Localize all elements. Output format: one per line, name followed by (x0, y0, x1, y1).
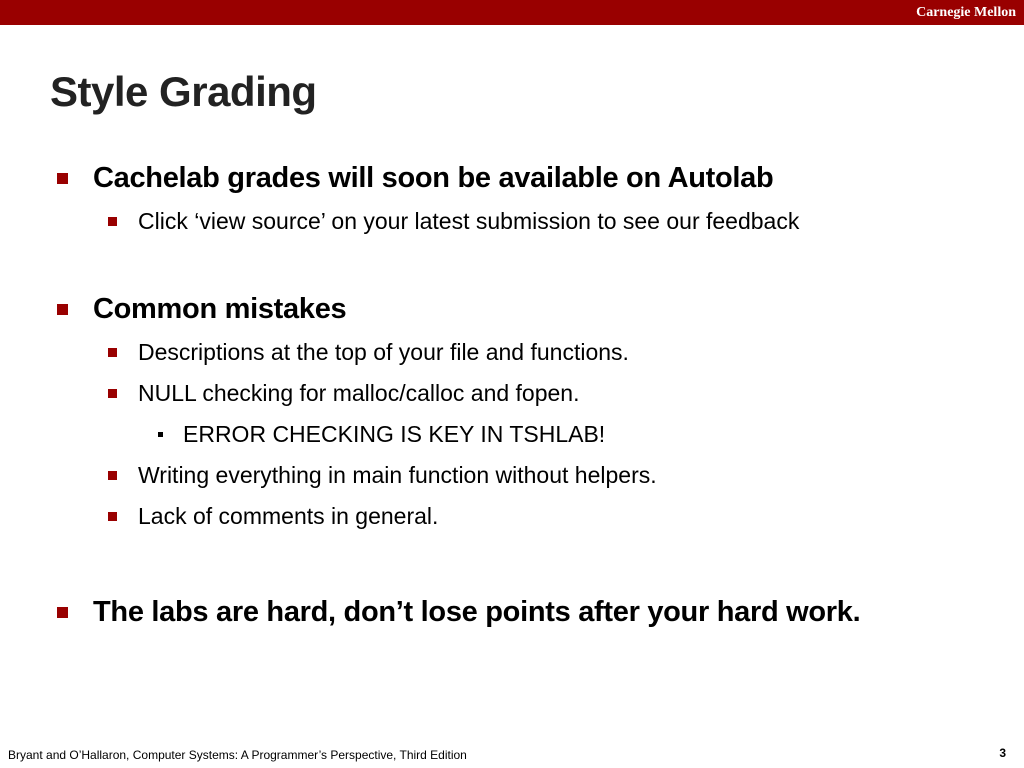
page-number: 3 (999, 746, 1006, 760)
bullet-level2 (108, 339, 629, 366)
square-bullet-icon (57, 173, 68, 184)
square-bullet-icon (108, 389, 117, 398)
bullet-level1 (57, 596, 860, 629)
bullet-text: Cachelab grades will soon be available on Autolab (93, 162, 774, 194)
bullet-text: Writing everything in main function without helpers. (138, 462, 657, 488)
bullet-text: NULL checking for malloc/calloc and fopen. (138, 380, 580, 406)
bullet-text: Descriptions at the top of your file and functions. (138, 339, 629, 365)
bullet-text: Common mistakes (93, 293, 347, 325)
slide-title: Style Grading (50, 68, 317, 115)
square-bullet-icon (108, 512, 117, 521)
square-bullet-icon (57, 304, 68, 315)
square-bullet-icon (108, 471, 117, 480)
bullet-level2 (108, 208, 799, 235)
square-bullet-icon (108, 217, 117, 226)
footer-citation: Bryant and O’Hallaron, Computer Systems: A Programmer’s Perspective, Third Edition (8, 748, 467, 762)
bullet-text: The labs are hard, don’t lose points after your hard work. (93, 596, 861, 628)
square-bullet-icon (57, 607, 68, 618)
bullet-level1 (57, 293, 346, 326)
bullet-text: Click ‘view source’ on your latest submission to see our feedback (138, 208, 800, 234)
bullet-level2 (108, 503, 438, 530)
bullet-level2 (108, 462, 657, 489)
bullet-level1 (57, 162, 773, 195)
header-bar (0, 0, 1024, 25)
bullet-level2 (108, 380, 580, 407)
square-bullet-icon (108, 348, 117, 357)
bullet-level3 (158, 421, 605, 448)
bullet-text: Lack of comments in general. (138, 503, 439, 529)
bullet-text: ERROR CHECKING IS KEY IN TSHLAB! (183, 421, 606, 447)
brand-label: Carnegie Mellon (916, 5, 1016, 20)
small-square-bullet-icon (158, 432, 163, 437)
